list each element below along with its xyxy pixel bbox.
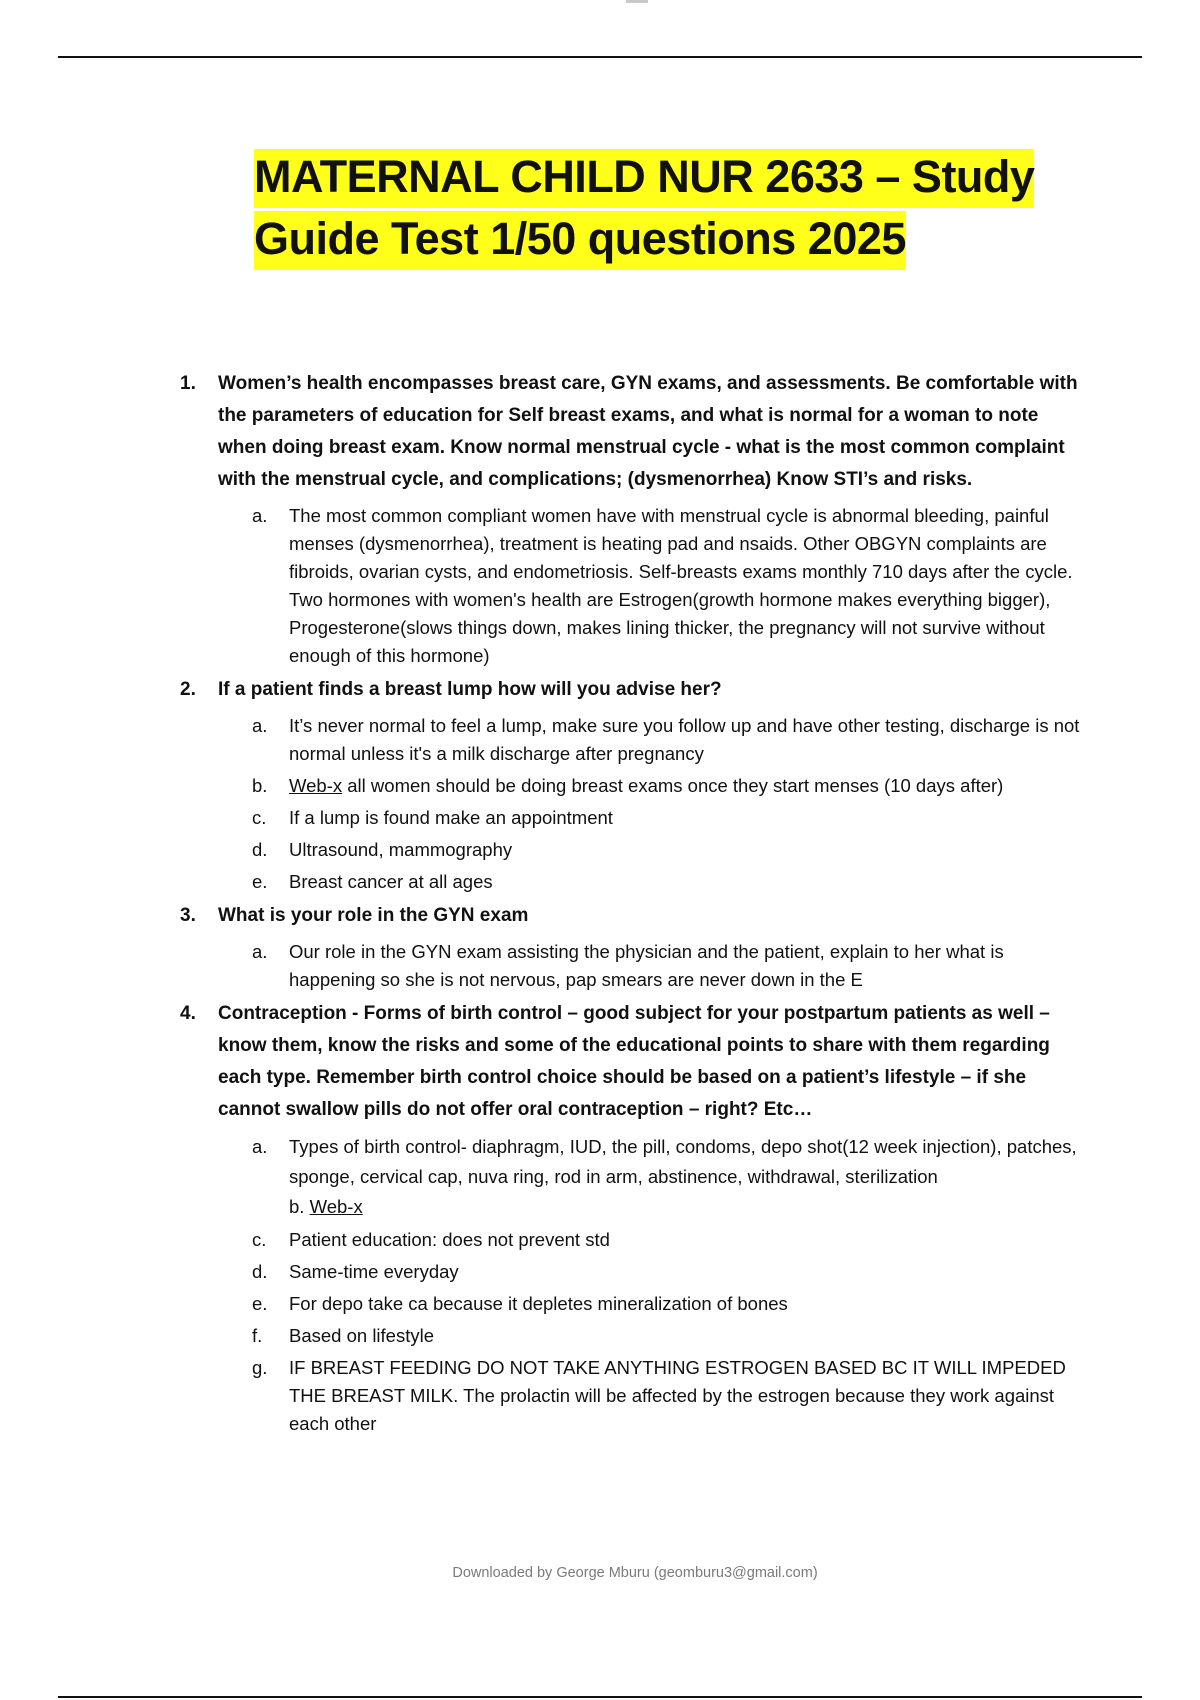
title-highlight [254, 149, 1034, 270]
document-title [254, 146, 1074, 270]
answer-letter: g. [252, 1357, 268, 1378]
question-number: 1. [180, 373, 196, 394]
answer-item [0, 772, 1089, 800]
question-1 [0, 368, 1078, 496]
answers-2 [0, 712, 1200, 896]
answer-text: Types of birth control- diaphragm, IUD, the pill, condoms, depo shot(12 week injection), patches, sponge, cervical cap, nuva ring, rod in arm, abstinence, withdrawal, sterilization [289, 1136, 1077, 1187]
answer-continuation [289, 1192, 1099, 1222]
answer-text: Same-time everyday [289, 1261, 459, 1282]
answer-text: Patient education: does not prevent std [289, 1229, 610, 1250]
answer-text: Ultrasound, mammography [289, 839, 513, 860]
answer-letter: f. [252, 1325, 263, 1346]
answer-letter: d. [252, 1261, 268, 1282]
answer-item [0, 1226, 1089, 1254]
question-text: Women’s health encompasses breast care, GYN exams, and assessments. Be comfortable with the parameters of education for Self breast exams, and what is normal for a woman to note when doing breast exam. Know normal menstrual cycle - what is the most common complaint with the menstrual cycle, and complications; (dysmenorrhea) Know STI’s and risks. [218, 373, 1078, 490]
answer-item [0, 1290, 1089, 1318]
answer-item [0, 1258, 1089, 1286]
page-top-marker [626, 0, 648, 3]
answers-4 [0, 1132, 1200, 1438]
answer-letter: b. [252, 775, 268, 796]
answer-item [0, 804, 1089, 832]
question-3 [0, 900, 1078, 932]
answer-text: IF BREAST FEEDING DO NOT TAKE ANYTHING ESTROGEN BASED BC IT WILL IMPEDED THE BREAST MILK. The prolactin will be affected by the estrogen because they work against each other [289, 1357, 1066, 1434]
answer-item [0, 868, 1089, 896]
question-number: 4. [180, 1003, 196, 1024]
answer-item [0, 712, 1089, 768]
answer-text: For depo take ca because it depletes mineralization of bones [289, 1293, 788, 1314]
web-x-link[interactable]: Web-x [289, 775, 343, 796]
answer-item [0, 1322, 1089, 1350]
question-text: What is your role in the GYN exam [218, 905, 529, 926]
answer-item [0, 836, 1089, 864]
answers-1 [0, 502, 1200, 670]
answer-letter: a. [252, 715, 268, 736]
question-2 [0, 674, 1078, 706]
continuation-letter: b. [289, 1196, 310, 1217]
question-4 [0, 998, 1078, 1126]
answer-letter: d. [252, 839, 268, 860]
answer-item [0, 1354, 1089, 1438]
answer-letter: a. [252, 505, 268, 526]
footer-rule [58, 1696, 1142, 1698]
answer-text: Our role in the GYN exam assisting the physician and the patient, explain to her what is happening so she is not nervous, pap smears are never down in the E [289, 941, 1004, 990]
answer-text: Breast cancer at all ages [289, 871, 493, 892]
web-x-link[interactable]: Web-x [309, 1196, 363, 1217]
answer-text: Based on lifestyle [289, 1325, 435, 1346]
question-list [0, 368, 1200, 1442]
answer-item [0, 938, 1089, 994]
question-text: If a patient finds a breast lump how will you advise her? [218, 679, 722, 700]
answer-text: The most common compliant women have with menstrual cycle is abnormal bleeding, painful menses (dysmenorrhea), treatment is heating pad and nsaids. Other OBGYN complaints are fibroids, ovarian cysts, and endometriosis. Self-breasts exams monthly 710 days after the cycle. Two hormones with women's health are Estrogen(growth hormone makes everything bigger), Progesterone(slows things down, makes lining thicker, the pregnancy will not survive without enough of this hormone) [289, 505, 1073, 666]
answer-letter: c. [252, 1229, 267, 1250]
answer-letter: a. [252, 941, 268, 962]
header-rule [58, 56, 1142, 58]
answer-text: If a lump is found make an appointment [289, 807, 613, 828]
answer-letter: a. [252, 1136, 268, 1157]
title-line-2: Guide Test 1/50 questions 2025 [254, 213, 906, 264]
answer-letter: e. [252, 1293, 268, 1314]
question-number: 3. [180, 905, 196, 926]
question-number: 2. [180, 679, 196, 700]
title-line-1: MATERNAL CHILD NUR 2633 – Study [254, 151, 1035, 202]
answer-text: all women should be doing breast exams once they start menses (10 days after) [342, 775, 1004, 796]
answer-text: It’s never normal to feel a lump, make sure you follow up and have other testing, discharge is not normal unless it's a milk discharge after pregnancy [289, 715, 1080, 764]
answer-letter: e. [252, 871, 268, 892]
answer-item [0, 502, 1089, 670]
answer-item [0, 1132, 1099, 1222]
answers-3 [0, 938, 1200, 994]
question-text: Contraception - Forms of birth control – good subject for your postpartum patients as well – know them, know the risks and some of the educational points to share with them regarding each type. Remember birth control choice should be based on a patient’s lifestyle – if she cannot swallow pills do not offer oral contraception – right? Etc… [218, 1003, 1050, 1120]
download-footer: Downloaded by George Mburu (geomburu3@gmail.com) [452, 1565, 818, 1581]
answer-letter: c. [252, 807, 267, 828]
